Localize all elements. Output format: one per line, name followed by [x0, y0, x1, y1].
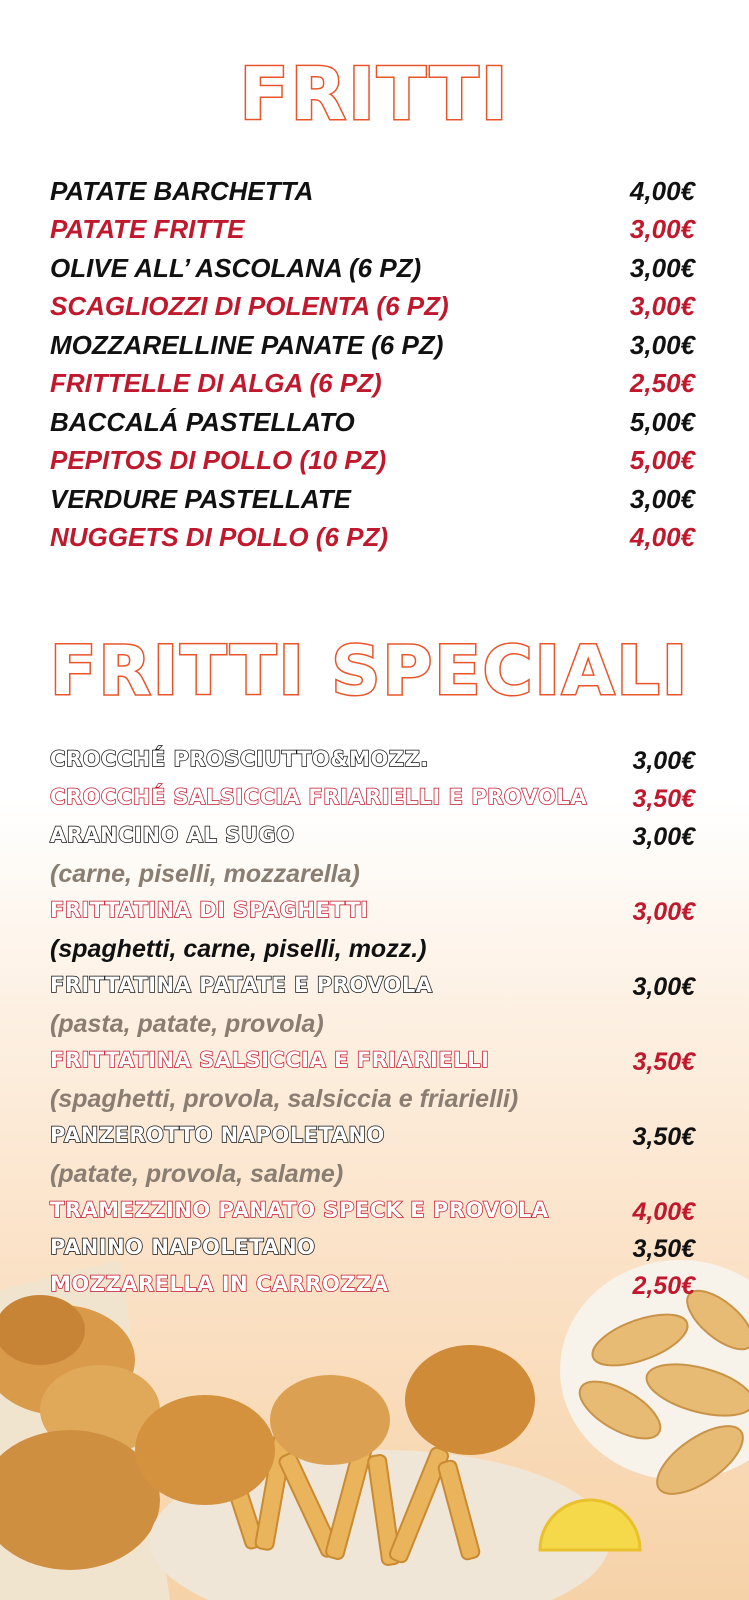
item-price: 3,00€ — [629, 484, 695, 514]
item-price: 3,00€ — [632, 747, 695, 775]
item-name: PATATE FRITTE — [50, 214, 245, 244]
list-item — [50, 785, 695, 821]
list-item — [50, 214, 695, 250]
item-name: FRITTATINA PATATE E PROVOLA — [50, 973, 433, 997]
item-price: 2,50€ — [629, 368, 695, 398]
list-item — [50, 445, 695, 481]
item-price: 3,00€ — [629, 253, 695, 283]
item-price: 3,00€ — [629, 214, 695, 244]
item-price: 3,50€ — [632, 1235, 695, 1263]
item-name: ARANCINO AL SUGO — [50, 823, 295, 847]
list-item — [50, 291, 695, 327]
item-name: FRITTATINA DI SPAGHETTI — [50, 898, 369, 922]
item-price: 4,00€ — [629, 176, 695, 206]
item-price: 4,00€ — [632, 1198, 695, 1226]
item-name: VERDURE PASTELLATE — [50, 484, 351, 514]
item-name: PANINO NAPOLETANO — [50, 1235, 316, 1259]
item-description: (spaghetti, provola, salsiccia e friarielli) — [50, 1085, 519, 1113]
item-price: 3,50€ — [632, 785, 695, 813]
item-price: 3,00€ — [632, 823, 695, 851]
item-price: 3,00€ — [632, 973, 695, 1001]
list-item — [50, 1048, 695, 1084]
item-description: (carne, piselli, mozzarella) — [50, 860, 360, 888]
item-name: NUGGETS DI POLLO (6 PZ) — [50, 522, 389, 552]
item-price: 3,00€ — [632, 898, 695, 926]
item-name: FRITTATINA SALSICCIA E FRIARIELLI — [50, 1048, 490, 1072]
item-price: 2,50€ — [632, 1272, 695, 1300]
list-item — [50, 1123, 695, 1159]
item-price: 3,00€ — [629, 330, 695, 360]
item-price: 4,00€ — [629, 522, 695, 552]
list-item — [50, 973, 695, 1009]
list-item — [50, 330, 695, 366]
list-item — [50, 823, 695, 859]
list-item — [50, 898, 695, 934]
list-item — [50, 522, 695, 558]
item-name: CROCCHÉ SALSICCIA FRIARIELLI E PROVOLA — [50, 785, 588, 809]
item-description: (patate, provola, salame) — [50, 1160, 344, 1188]
section-title-fritti-speciali: FRITTI SPECIALI — [50, 632, 690, 711]
list-item — [50, 1272, 695, 1308]
item-price: 5,00€ — [629, 407, 695, 437]
list-item — [50, 747, 695, 783]
list-item — [50, 176, 695, 212]
item-name: FRITTELLE DI ALGA (6 PZ) — [50, 368, 382, 398]
item-price: 3,50€ — [632, 1048, 695, 1076]
item-name: PANZEROTTO NAPOLETANO — [50, 1123, 385, 1147]
list-item — [50, 407, 695, 443]
item-name: MOZZARELLA IN CARROZZA — [50, 1272, 389, 1296]
item-name: TRAMEZZINO PANATO SPECK E PROVOLA — [50, 1198, 549, 1222]
item-price: 5,00€ — [629, 445, 695, 475]
item-name: SCAGLIOZZI DI POLENTA (6 PZ) — [50, 291, 449, 321]
item-price: 3,50€ — [632, 1123, 695, 1151]
list-item — [50, 1235, 695, 1271]
item-name: CROCCHÉ PROSCIUTTO&MOZZ. — [50, 747, 429, 771]
section-title-fritti: FRITTI — [239, 52, 510, 136]
item-name: PEPITOS DI POLLO (10 PZ) — [50, 445, 387, 475]
list-item — [50, 368, 695, 404]
item-description: (spaghetti, carne, piselli, mozz.) — [50, 935, 427, 963]
item-name: BACCALÁ PASTELLATO — [50, 407, 355, 437]
item-name: MOZZARELLINE PANATE (6 PZ) — [50, 330, 444, 360]
list-item — [50, 1198, 695, 1234]
item-price: 3,00€ — [629, 291, 695, 321]
item-description: (pasta, patate, provola) — [50, 1010, 324, 1038]
list-item — [50, 484, 695, 520]
list-item — [50, 253, 695, 289]
item-name: OLIVE ALL’ ASCOLANA (6 PZ) — [50, 253, 422, 283]
item-name: PATATE BARCHETTA — [50, 176, 314, 206]
